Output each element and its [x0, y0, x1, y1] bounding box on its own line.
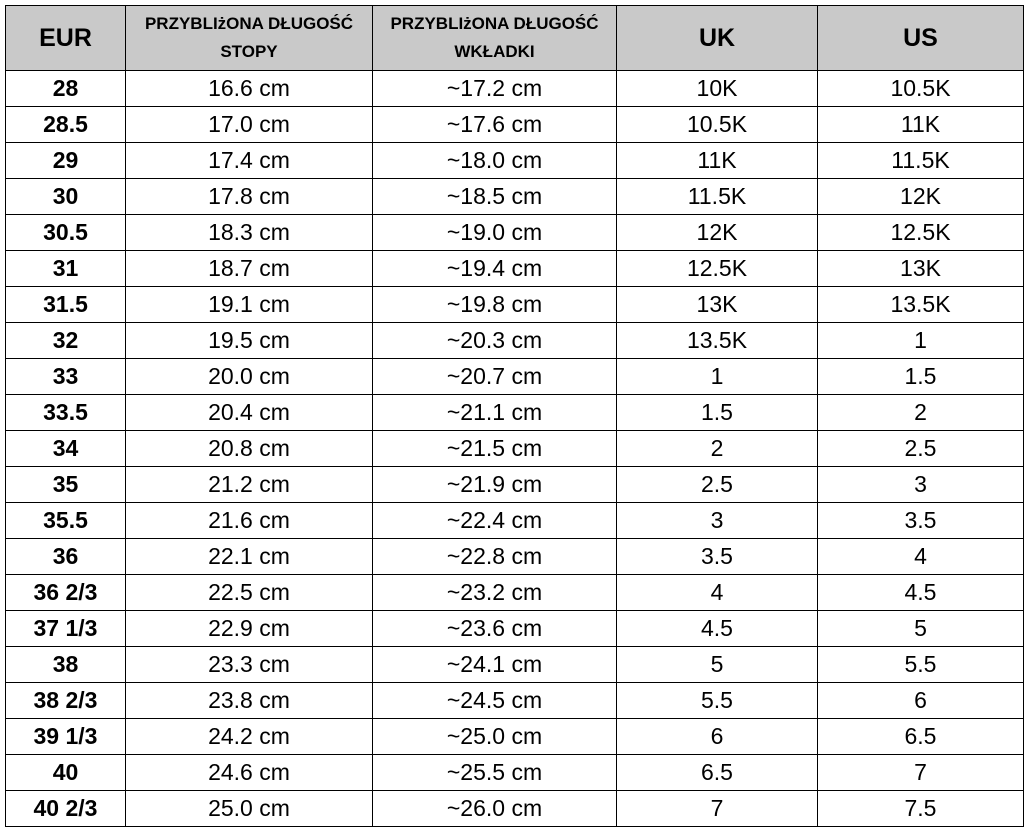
cell-eur: 28.5: [6, 107, 126, 143]
cell-foot-length: 22.1 cm: [126, 539, 373, 575]
cell-eur: 31.5: [6, 287, 126, 323]
header-insole-length: PRZYBLIżONA DŁUGOŚĆ WKŁADKI: [373, 6, 617, 71]
cell-uk: 10.5K: [617, 107, 818, 143]
cell-uk: 13K: [617, 287, 818, 323]
table-row: [6, 539, 1024, 575]
cell-foot-length: 20.8 cm: [126, 431, 373, 467]
cell-insole-length: ~22.8 cm: [373, 539, 617, 575]
cell-insole-length: ~19.0 cm: [373, 215, 617, 251]
cell-us: 3: [818, 467, 1024, 503]
cell-uk: 11K: [617, 143, 818, 179]
cell-insole-length: ~20.3 cm: [373, 323, 617, 359]
cell-eur: 29: [6, 143, 126, 179]
cell-uk: 11.5K: [617, 179, 818, 215]
cell-eur: 30: [6, 179, 126, 215]
cell-foot-length: 20.4 cm: [126, 395, 373, 431]
cell-insole-length: ~17.6 cm: [373, 107, 617, 143]
cell-foot-length: 22.9 cm: [126, 611, 373, 647]
table-row: [6, 683, 1024, 719]
header-row: [6, 6, 1024, 71]
cell-uk: 6.5: [617, 755, 818, 791]
table-row: [6, 71, 1024, 107]
cell-uk: 3: [617, 503, 818, 539]
cell-eur: 28: [6, 71, 126, 107]
table-row: [6, 431, 1024, 467]
table-row: [6, 251, 1024, 287]
table-row: [6, 503, 1024, 539]
cell-eur: 30.5: [6, 215, 126, 251]
cell-foot-length: 17.8 cm: [126, 179, 373, 215]
cell-us: 13K: [818, 251, 1024, 287]
cell-us: 11K: [818, 107, 1024, 143]
cell-us: 6: [818, 683, 1024, 719]
cell-us: 5: [818, 611, 1024, 647]
cell-uk: 10K: [617, 71, 818, 107]
header-foot-length: PRZYBLIżONA DŁUGOŚĆ STOPY: [126, 6, 373, 71]
cell-foot-length: 20.0 cm: [126, 359, 373, 395]
cell-foot-length: 17.4 cm: [126, 143, 373, 179]
table-row: [6, 791, 1024, 827]
cell-us: 7: [818, 755, 1024, 791]
cell-insole-length: ~24.5 cm: [373, 683, 617, 719]
cell-uk: 2.5: [617, 467, 818, 503]
cell-eur: 35.5: [6, 503, 126, 539]
cell-uk: 6: [617, 719, 818, 755]
cell-us: 12.5K: [818, 215, 1024, 251]
table-row: [6, 611, 1024, 647]
cell-foot-length: 24.2 cm: [126, 719, 373, 755]
cell-uk: 12K: [617, 215, 818, 251]
cell-uk: 2: [617, 431, 818, 467]
cell-eur: 32: [6, 323, 126, 359]
table-row: [6, 359, 1024, 395]
cell-uk: 4.5: [617, 611, 818, 647]
cell-foot-length: 17.0 cm: [126, 107, 373, 143]
cell-insole-length: ~24.1 cm: [373, 647, 617, 683]
cell-us: 7.5: [818, 791, 1024, 827]
cell-eur: 40 2/3: [6, 791, 126, 827]
cell-us: 13.5K: [818, 287, 1024, 323]
table-row: [6, 395, 1024, 431]
table-row: [6, 179, 1024, 215]
header-us: US: [818, 6, 1024, 71]
cell-eur: 31: [6, 251, 126, 287]
table-row: [6, 287, 1024, 323]
cell-foot-length: 24.6 cm: [126, 755, 373, 791]
size-table: [5, 5, 1024, 827]
cell-eur: 34: [6, 431, 126, 467]
cell-insole-length: ~22.4 cm: [373, 503, 617, 539]
cell-insole-length: ~26.0 cm: [373, 791, 617, 827]
cell-insole-length: ~25.5 cm: [373, 755, 617, 791]
cell-insole-length: ~17.2 cm: [373, 71, 617, 107]
size-chart: [5, 5, 1024, 827]
cell-eur: 39 1/3: [6, 719, 126, 755]
cell-eur: 36 2/3: [6, 575, 126, 611]
table-row: [6, 575, 1024, 611]
cell-uk: 12.5K: [617, 251, 818, 287]
cell-uk: 4: [617, 575, 818, 611]
cell-us: 1.5: [818, 359, 1024, 395]
table-row: [6, 467, 1024, 503]
cell-foot-length: 16.6 cm: [126, 71, 373, 107]
cell-insole-length: ~19.4 cm: [373, 251, 617, 287]
cell-eur: 33: [6, 359, 126, 395]
cell-us: 6.5: [818, 719, 1024, 755]
cell-insole-length: ~19.8 cm: [373, 287, 617, 323]
table-row: [6, 143, 1024, 179]
cell-uk: 3.5: [617, 539, 818, 575]
cell-us: 1: [818, 323, 1024, 359]
table-row: [6, 647, 1024, 683]
cell-uk: 5.5: [617, 683, 818, 719]
cell-foot-length: 23.3 cm: [126, 647, 373, 683]
cell-foot-length: 21.6 cm: [126, 503, 373, 539]
cell-eur: 36: [6, 539, 126, 575]
cell-eur: 37 1/3: [6, 611, 126, 647]
cell-foot-length: 23.8 cm: [126, 683, 373, 719]
table-row: [6, 755, 1024, 791]
table-row: [6, 107, 1024, 143]
cell-us: 10.5K: [818, 71, 1024, 107]
cell-eur: 40: [6, 755, 126, 791]
cell-insole-length: ~21.5 cm: [373, 431, 617, 467]
cell-eur: 38: [6, 647, 126, 683]
cell-insole-length: ~21.9 cm: [373, 467, 617, 503]
cell-foot-length: 25.0 cm: [126, 791, 373, 827]
cell-insole-length: ~18.5 cm: [373, 179, 617, 215]
cell-foot-length: 18.3 cm: [126, 215, 373, 251]
cell-foot-length: 19.5 cm: [126, 323, 373, 359]
cell-uk: 1.5: [617, 395, 818, 431]
table-row: [6, 215, 1024, 251]
cell-uk: 5: [617, 647, 818, 683]
cell-insole-length: ~21.1 cm: [373, 395, 617, 431]
cell-eur: 38 2/3: [6, 683, 126, 719]
cell-foot-length: 19.1 cm: [126, 287, 373, 323]
cell-foot-length: 21.2 cm: [126, 467, 373, 503]
cell-us: 5.5: [818, 647, 1024, 683]
cell-insole-length: ~20.7 cm: [373, 359, 617, 395]
table-body: [6, 71, 1024, 827]
table-header: [6, 6, 1024, 71]
cell-insole-length: ~23.6 cm: [373, 611, 617, 647]
cell-uk: 1: [617, 359, 818, 395]
cell-foot-length: 18.7 cm: [126, 251, 373, 287]
cell-us: 11.5K: [818, 143, 1024, 179]
cell-insole-length: ~25.0 cm: [373, 719, 617, 755]
cell-uk: 13.5K: [617, 323, 818, 359]
cell-eur: 35: [6, 467, 126, 503]
header-eur: EUR: [6, 6, 126, 71]
cell-us: 12K: [818, 179, 1024, 215]
cell-us: 2: [818, 395, 1024, 431]
header-uk: UK: [617, 6, 818, 71]
cell-us: 3.5: [818, 503, 1024, 539]
cell-insole-length: ~23.2 cm: [373, 575, 617, 611]
table-row: [6, 323, 1024, 359]
cell-us: 4.5: [818, 575, 1024, 611]
cell-eur: 33.5: [6, 395, 126, 431]
cell-uk: 7: [617, 791, 818, 827]
cell-us: 4: [818, 539, 1024, 575]
table-row: [6, 719, 1024, 755]
cell-insole-length: ~18.0 cm: [373, 143, 617, 179]
cell-foot-length: 22.5 cm: [126, 575, 373, 611]
cell-us: 2.5: [818, 431, 1024, 467]
